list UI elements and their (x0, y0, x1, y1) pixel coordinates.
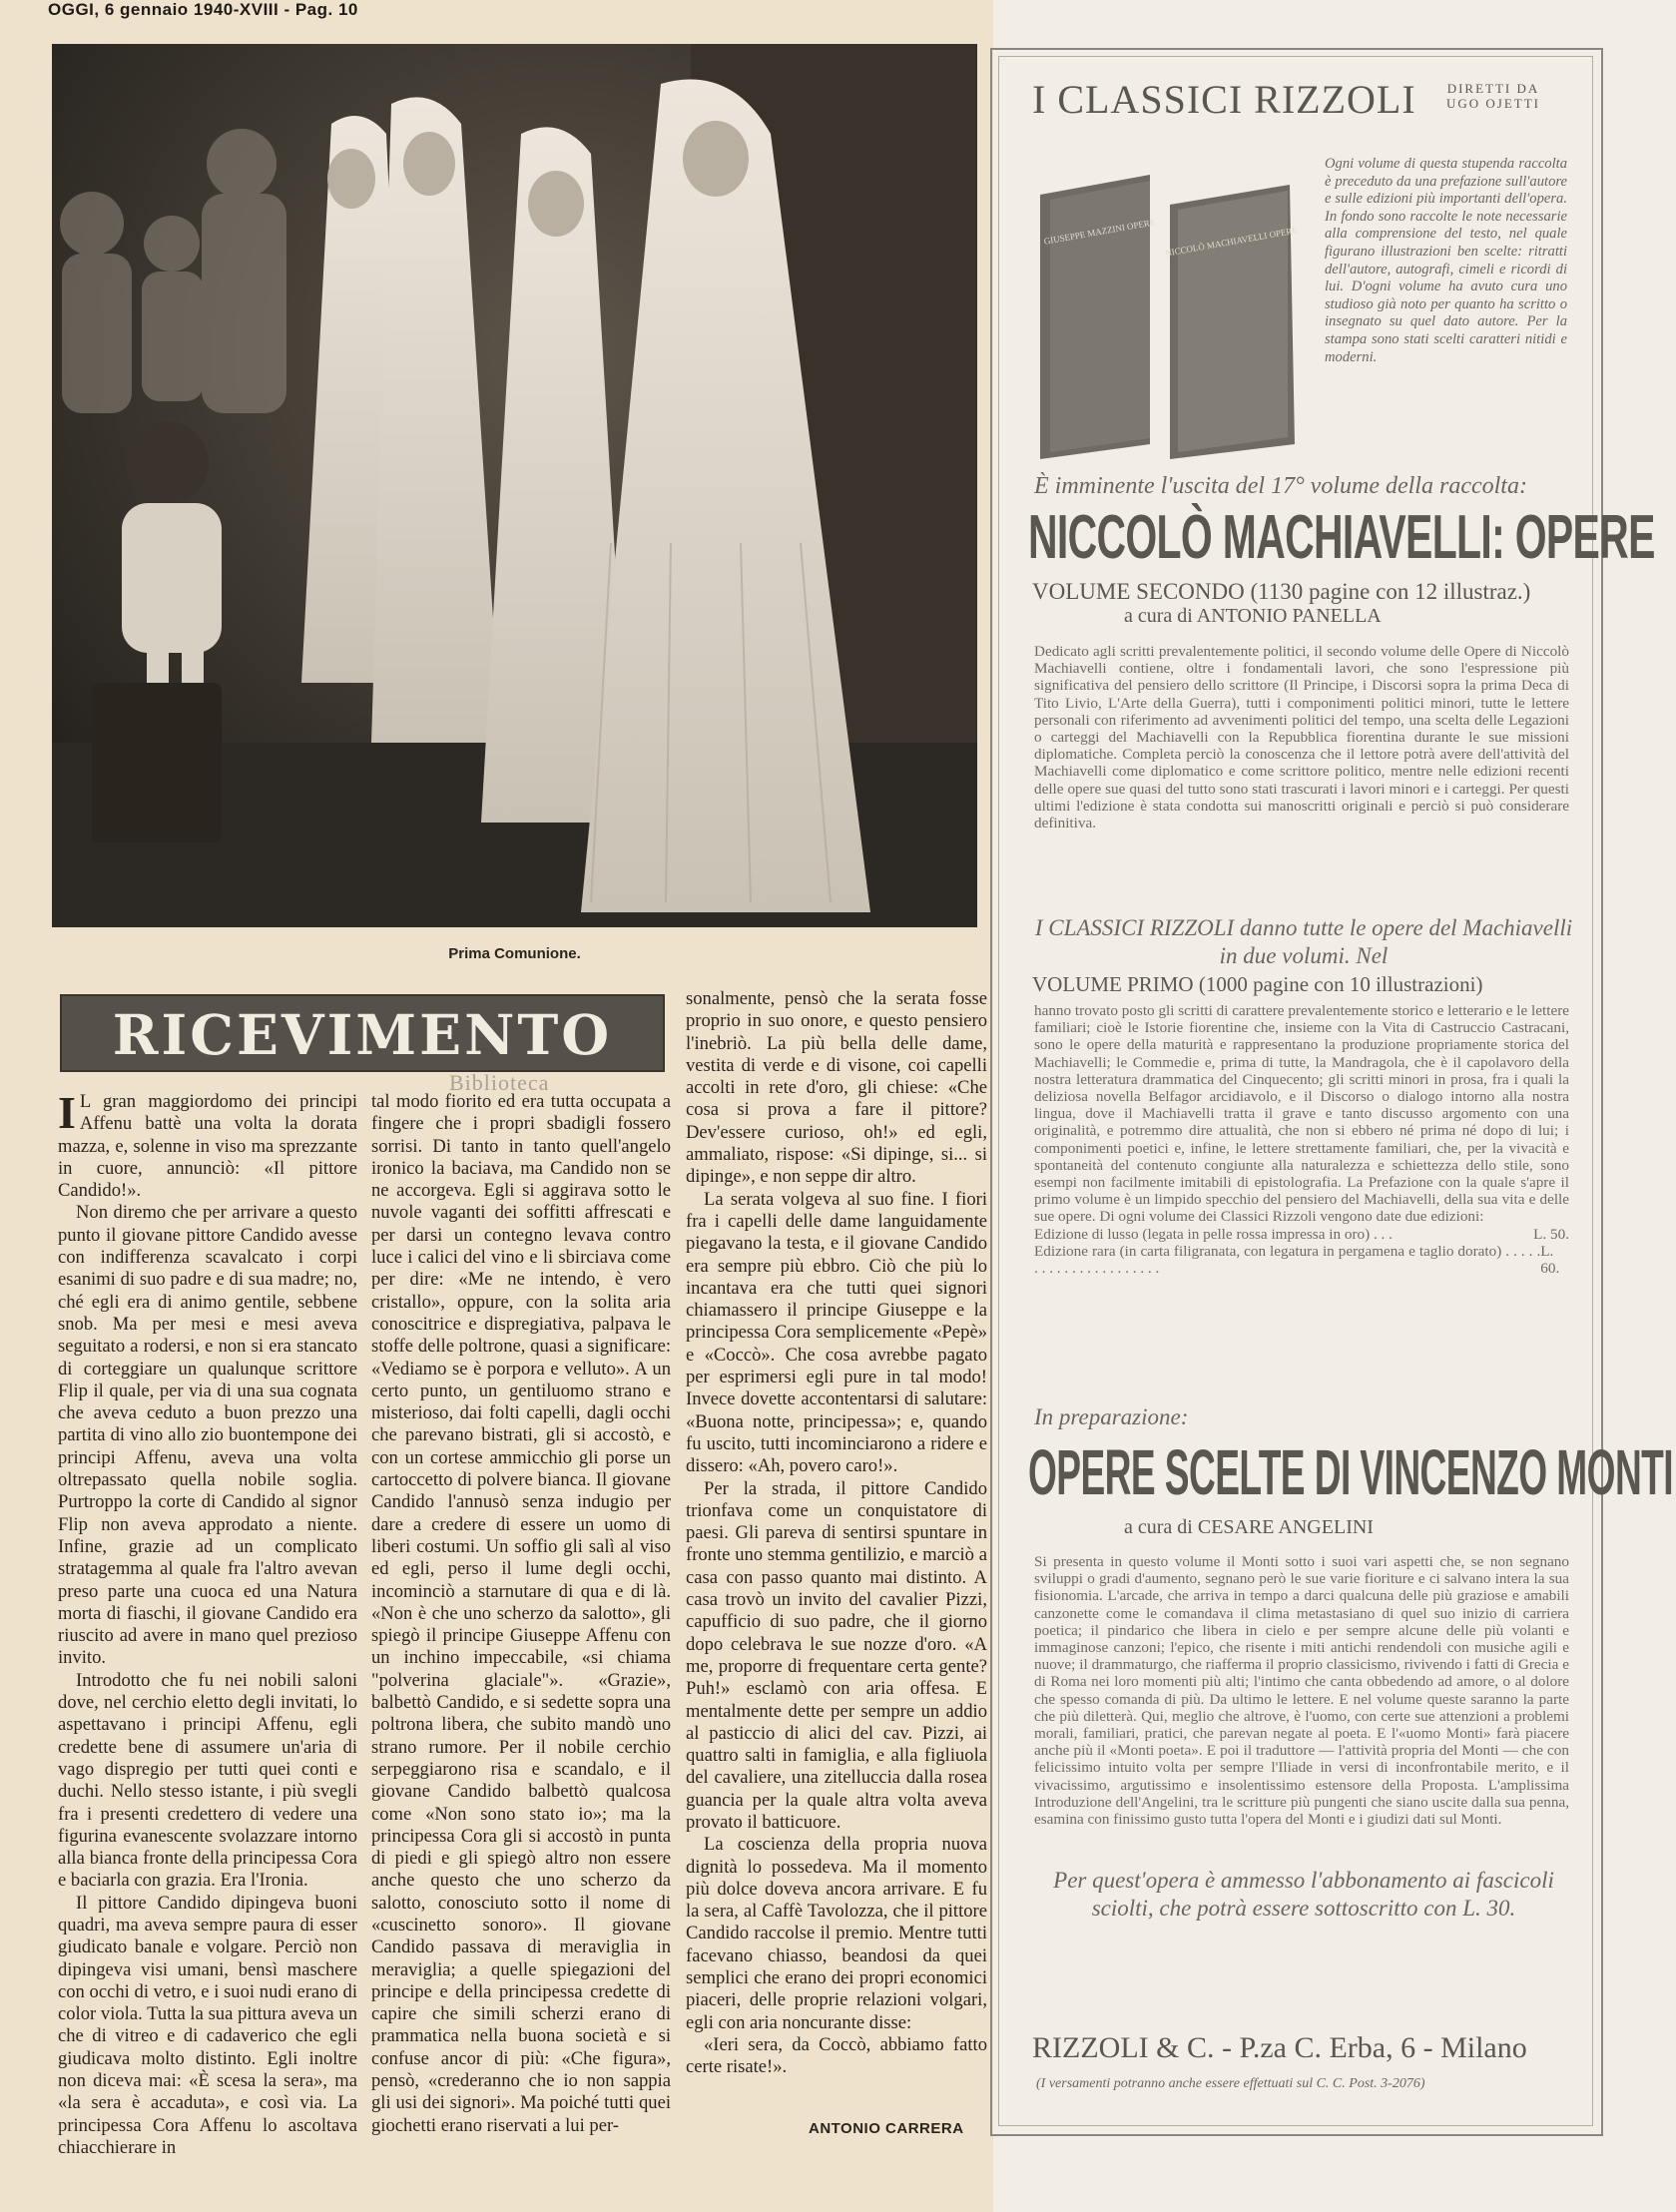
ad-paragraph: Dedicato agli scritti prevalentemente politici, il secondo volume delle Opere di Niccolò Machiavelli contiene, oltre i fondamentali lavori, che sono l'espressione più significativa del pensiero dello scrittore (Il Principe, i Discorsi sopra la prima Deca di Tito Livio, L'Arte della Guerra), tutti i componimenti politici minori, tutte le lettere personali con riferimento ad avvenimenti politici del tempo, una scelta delle Legazioni o carteggi del Machiavelli con la Repubblica fiorentina durante le sue missioni diplomatiche. Completa perciò la conoscenza che il lettore potrà avere dell'attività del Machiavelli come diplomatico e come scrittore politico, mentre nelle edizioni recenti delle opere sue quasi del tutto sono stati trascurati i lavori minori e i carteggi. Per questi ultimi l'edizione è stata condotta sui manoscritti originali e perciò si può considerare definitiva. (1034, 643, 1569, 832)
ad-title-machiavelli: NICCOLÒ MACHIAVELLI: OPERE (1028, 503, 1655, 572)
ad-volume-two: VOLUME SECONDO (1130 pagine con 12 illustraz.) (1032, 579, 1531, 604)
drop-cap: I (58, 1087, 76, 1138)
edition-rara-price: L. 60. (1540, 1242, 1560, 1278)
paragraph: tal modo fiorito ed era tutta occupata a fingere che i propri sbadigli fossero sorrisi. Di tanto in tanto quell'angelo ironico la baciava, ma Candido non se ne accorgeva. Egli si aggirava sotto le nuvole vaganti dei soffitti affrescati e per darsi un contegno levava contro luce i calici del vino e li sbirciava come per dire: «Me ne intendo, è vero cristallo», oppure, con la solita aria conoscitrice e dispregiativa, palpava le stoffe delle poltrone, quasi a significare: «Vediamo se è porpora e velluto». A un certo punto, un gentiluomo strano e misterioso, dai folti capelli, dagli occhi che parevano bistrati, gli si accostò, e con un cortese ammicchio gli porse un cartoccetto di polvere bianca. Il giovane Candido l'annusò senza indugio per dare a credere di essere un uomo di liberi costumi. Un soffio gli salì al viso ed egli, perso il lume degli occhi, incominciò a starnutare di qua e di là. «Non è che uno scherzo da salotto», gli spiegò il principe Giuseppe Affenu con un inchino impeccabile, «si chiama "polverina glaciale"». «Grazie», balbettò Candido, e si sedette sopra una poltrona libera, che subito mandò uno strano rumore. Per il nobile cerchio serpeggiarono risa e scandalo, e il giovane Candido balbettò qualcosa come «Non sono stato io»; ma la principessa Cora gli si accostò in punta di piedi e gli spiegò altro non essere anche questo che uno scherzo da salotto, conosciuto sotto il nome di «cuscinetto sonoro». Il giovane Candido passava di meraviglia in meraviglia; a quelle spiegazioni del principe e della principessa credette di capire che simili scherzi erano di prammatica nella buona società e si confuse ancor di più: «Che figura», pensò, «crederanno che io non sappia gli usi dei signori». Ma poiché tutti quei giochetti erano riservati a lui per- (371, 1091, 671, 2136)
paragraph: L gran maggiordomo dei principi Affenu battè una volta la dorata mazza, e, solenne in viso ma sprezzante in cuore, annunciò: «Il pittore Candido!». (58, 1091, 357, 1202)
ad-body-volume-two (1034, 643, 1569, 831)
ad-tagline-two-volumes: I CLASSICI RIZZOLI danno tutte le opere del Machiavelli in due volumi. Nel (1034, 915, 1573, 968)
ad-subscription: Per quest'opera è ammesso l'abbonamento ai fascicoli sciolti, che potrà essere sottoscritto con L. 30. (1053, 1868, 1554, 1921)
library-stamp: Biblioteca (449, 1070, 550, 1095)
ad-directed-by: DIRETTI DA (1446, 81, 1540, 96)
ad-publisher: RIZZOLI & C. - P.za C. Erba, 6 - Milano (1032, 2031, 1527, 2064)
article-author: ANTONIO CARRERA (809, 2120, 964, 2137)
ad-in-preparation: In preparazione: (1034, 1404, 1189, 1429)
edition-lusso-price: L. 50. (1533, 1225, 1569, 1243)
edition-lusso (1034, 1226, 1569, 1243)
first-communion-photo (52, 44, 977, 927)
book-spine-1: GIUSEPPE MAZZINI OPERE (1042, 217, 1156, 247)
paragraph: Il pittore Candido dipingeva buoni quadri, ma aveva sempre paura di esser giudicato banale e volgare. Perciò non dipingeva visi umani, bensì maschere con occhi di vetro, e i suoi nudi erano di color viola. Tutta la sua pittura aveva un che di vitreo e di cadaverico che egli giudicava molto distinto. Egli inoltre non diceva mai: «È scesa la sera», ma «la sera è accaduta», e così via. La principessa Cora Affenu lo ascoltava chiacchierare in (58, 1892, 357, 2158)
article-title: RICEVIMENTO (112, 1002, 613, 1067)
ad-curator-angelini: a cura di CESARE ANGELINI (1124, 1516, 1374, 1538)
article-column-1 (58, 1087, 357, 2159)
article-column-2 (371, 1091, 671, 2137)
paragraph: sonalmente, pensò che la serata fosse proprio in suo onore, e questo pensiero l'inebriò. La più bella delle dame, vestita di verde e di visone, coi capelli accolti in rete d'oro, gli chiese: «Che cosa si prova a fare il pittore? Dev'essere curioso, oh!» ed egli, ammaliato, rispose: «Si dipinge, si... si dipinge», e non seppe dir altro. (686, 988, 987, 1188)
paragraph: La serata volgeva al suo fine. I fiori fra i capelli delle dame languidamente piegavano la testa, e il giovane Candido era sempre più ebbro. Ciò che più lo incantava era che tutti quei signori chiamassero il principe Giuseppe e la principessa Cora semplicemente «Pepè» e «Coccò». Che cosa avrebbe pagato per esprimersi egli pure in tal modo! Invece dovette accontentarsi di salutare: «Buona notte, principessa»; e, quando fu uscito, tutti incominciarono a ridere e dissero: «Ah, povero caro!». (686, 1188, 987, 1477)
paragraph: Non diremo che per arrivare a questo punto il giovane pittore Candido avesse con indifferenza scavalcato i corpi esanimi di suo padre e di sua madre; no, ché egli era di animo gentile, sebbene snob. Ma per mesi e mesi aveva seguitato a rodersi, e non si era stancato di corteggiare un qualunque scrittore Flip il quale, per via di una sua cognata che aveva ceduto a buon prezzo una partita di vino allo zio buontempone dei principi Affenu, aveva una volta oltrepassato quella nobile soglia. Purtroppo la corte di Candido al signor Flip non aveva approdato a niente. Infine, grazie ad un complicato stratagemma al quale fra l'altro avevan preso parte una cuoca ed una Natura morta di fiaschi, il giovane Candido era riuscito ad avere in mano quel prezioso invito. (58, 1202, 357, 1669)
article-title-box (60, 994, 665, 1072)
ad-paragraph: Si presenta in questo volume il Monti sotto i suoi vari aspetti che, se non segnano sviluppi o gradi d'aumento, segnano però le sue varie fioriture e ci salvano intera la sua fisionomia. L'arcade, che arriva in tempo a darci qualcuna delle più graziose e amabili canzonette come le comandava il clima metastasiano di quel suo inizio di carriera poetica; il pindarico che libera in cielo e per sempre alcune delle più volanti e immaginose canzoni; l'epico, che risente i miti antichi rendendoli con musiche agili e nuove; il drammaturgo, che riafferma il proprio classicismo, rivivendo i fatti di Grecia e di Roma nei loro momenti più alti; l'intimo che canta obbedendo ad amore, o al dolore che spesso comanda di più. Da ultimo le lettere. E nel volume queste saranno la parte che più diletterà. Qui, meglio che altrove, è l'uomo, con certe sue attenzioni a problemi morali, familiari, pratici, che parevan negate al poeta. E l'«uomo Monti» farà piacere anche più il «Monti poeta». E poi il traduttore — l'attività propria del Monti — che con felicissimo intuito volta per sempre l'Iliade in versi di inconfrontabile merito, e il vivacissimo, argutissimo e insolentissimo estensore della Proposta. L'amplissima Introduzione dell'Angelini, tra le scritture più pungenti che siano uscite dalla sua penna, esamina con finissimo gusto tutta l'opera del Monti e i giudizi dati sul Monti. (1034, 1553, 1569, 1829)
paragraph: «Ieri sera, da Coccò, abbiamo fatto certe risate!». (686, 2033, 987, 2078)
books-icon (1020, 165, 1310, 464)
photo-illustration (52, 44, 977, 927)
ad-series-title: I CLASSICI RIZZOLI (1032, 77, 1416, 122)
edition-rara (1034, 1243, 1569, 1277)
ad-director (1446, 81, 1540, 111)
books-illustration (1020, 165, 1310, 464)
edition-rara-label: Edizione rara (in carta filigranata, con legatura in pergamena e taglio dorato) . . . . . . . . . . . . . . . . . . . . . . (1034, 1242, 1541, 1278)
ad-paragraph: hanno trovato posto gli scritti di carattere prevalentemente storico e letterario e le lettere familiari; cioè le Istorie fiorentine che, insieme con la Vita di Castruccio Castracani, sono le opere della maturità e rappresentano la produzione propriamente storica del Machiavelli; le Commedie e, prima di tutte, la Mandragola, che è il capolavoro della nostra letteratura drammatica del Cinquecento; gli scritti minori in prosa, fra i quali la deliziosa novella Belfagor arcidiavolo, e il Discorso o dialogo intorno alla nostra lingua, dove il Machiavelli tratta il grave e tanto discusso argomento con una originalità, e potremmo dire attualità, che non si ebbero né prima né dopo di lui; i componimenti poetici e, infine, le lettere strettamente familiari, che, per la vivacità e spontaneità del contenuto congiunte alla naturalezza e schiettezza dello stile, sono esempi non facilmente imitabili di epistolografia. La Prefazione con la quale s'apre il primo volume è un limpido specchio del pensiero del Machiavelli, della sua vita e delle sue opere. Di ogni volume dei Classici Rizzoli vengono date due edizioni: (1034, 1002, 1569, 1226)
ad-intro-text: Ogni volume di questa stupenda raccolta è preceduto da una prefazione sull'autore e sulle edizioni più importanti dell'opera. In fondo sono raccolte le note necessarie alla comprensione del testo, nel quale figurano illustrazioni ben scelte: ritratti dell'autore, autografi, cimeli e ricordi di lui. D'ogni volume ha avuto cura uno studioso già noto per quanto ha scritto o insegnato su quel dato autore. Per la stampa sono stati scelti caratteri nitidi e moderni. (1325, 156, 1567, 365)
ad-imminent: È imminente l'uscita del 17° volume della raccolta: (1034, 473, 1527, 499)
ad-body-volume-one (1034, 1002, 1569, 1277)
ad-curator-panella: a cura di ANTONIO PANELLA (1124, 605, 1382, 627)
ad-title-monti: OPERE SCELTE DI VINCENZO MONTI (1028, 1436, 1673, 1508)
edition-lusso-label: Edizione di lusso (legata in pelle rossa impressa in oro) . . . (1034, 1225, 1393, 1243)
book-spine-2: NICCOLÒ MACHIAVELLI OPERE (1164, 225, 1299, 259)
ad-volume-one: VOLUME PRIMO (1000 pagine con 10 illustrazioni) (1032, 972, 1483, 996)
article-column-3 (686, 988, 987, 2079)
paragraph: Introdotto che fu nei nobili saloni dove, nel cerchio eletto degli invitati, lo aspettavano i principi Affenu, egli credette bene di assumere un'aria di vago dispregio per tutti quei conti e duchi. Nello stesso istante, i più svegli fra i presenti credettero di vedere una figurina evanescente svolazzare intorno alla bianca fronte della principessa Cora e baciarla con grazia. Era l'Ironia. (58, 1669, 357, 1892)
ad-body-monti (1034, 1553, 1569, 1828)
photo-caption: Prima Comunione. (448, 945, 581, 962)
ad-director-name: UGO OJETTI (1446, 96, 1541, 111)
ad-payment-note: (I versamenti potranno anche essere effettuati sul C. C. Post. 3-2076) (1036, 2076, 1425, 2091)
paragraph: La coscienza della propria nuova dignità lo possedeva. Ma il momento più dolce doveva ancora arrivare. E fu la sera, al Caffè Tavolozza, che il pittore Candido raccolse il premio. Mentre tutti facevano chiasso, beandosi da quei semplici che erano dei propri economici piaceri, delle proprie relazioni volgari, egli con aria noncurante disse: (686, 1834, 987, 2033)
page-header: OGGI, 6 gennaio 1940-XVIII - Pag. 10 (48, 0, 358, 19)
paragraph: Per la strada, il pittore Candido trionfava come un conquistatore di paesi. Gli pareva di sentirsi spuntare in fronte uno stemma gentilizio, e marciò a casa con passo quanto mai distinto. A casa trovò un invito del cavalier Pizzi, capufficio di suo padre, che il giorno dopo celebrava le sue nozze d'oro. «A me, proporre di frequentare certa gente? Puh!» esclamò con aria offesa. E mentalmente dette per sempre un addio al pasticcio di alici del cav. Pizzi, ai quattro salti in famiglia, e alla figliuola del cavaliere, una zitelluccia dalla rosea guancia per la quale altra volta aveva provato il batticuore. (686, 1477, 987, 1833)
